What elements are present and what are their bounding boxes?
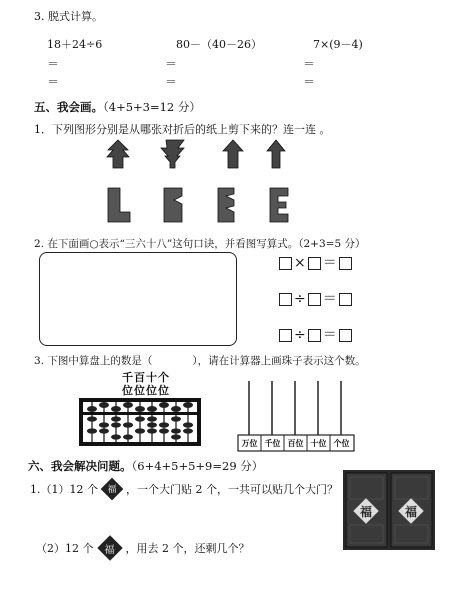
equation-row: [279, 293, 352, 306]
heading-points: （6+4+5+5+9=29 分）: [131, 459, 264, 473]
abacus: [78, 397, 202, 447]
answer-box[interactable]: [308, 257, 321, 270]
paper-shape: [108, 188, 130, 222]
question-text: 2. 在下面画○表示“三六十八”这句口诀，并看图写算式。（2+3=5 分）: [34, 238, 366, 250]
fu-char: 福: [104, 545, 115, 556]
abacus-bead: [99, 422, 109, 427]
answer-box[interactable]: [339, 329, 352, 342]
paper-shape: [164, 188, 182, 222]
equals-sign: ＝: [165, 75, 178, 89]
abacus-bead: [183, 422, 193, 427]
abacus-bead: [171, 428, 181, 433]
abacus-bead: [87, 428, 97, 433]
fu-char: 福: [404, 505, 417, 519]
abacus-place-labels: 千百十个: [122, 371, 170, 384]
equals-sign: ＝: [322, 291, 337, 307]
q2-part-a: （2）12 个: [36, 542, 94, 555]
counter-label: 千位: [264, 438, 281, 448]
section-heading: [34, 99, 201, 115]
fu-char: 福: [359, 505, 372, 519]
equation-row: [279, 329, 352, 342]
answer-box[interactable]: [339, 257, 352, 270]
abacus-bead: [147, 428, 157, 433]
equals-sign: ＝: [47, 75, 60, 89]
abacus-bead: [171, 406, 181, 412]
equals-sign: ＝: [303, 75, 316, 89]
abacus-bead: [123, 402, 133, 408]
expression-3: 7×(9－4): [313, 38, 363, 51]
equals-sign: ＝: [322, 255, 337, 271]
abacus-bead: [123, 422, 133, 427]
abacus-place-labels: 位位位位: [122, 384, 170, 397]
abacus-bead: [159, 422, 169, 427]
abacus-bead: [135, 406, 145, 412]
fu-diamond-icon: [97, 535, 123, 561]
question-text: [30, 478, 338, 500]
folded-papers: [106, 186, 296, 224]
q2-part-b: ，用去 2 个，还剩几个？: [125, 542, 250, 555]
abacus-bead: [123, 434, 133, 439]
expression-2: 80－（40－26）: [176, 38, 262, 51]
drawing-box[interactable]: [39, 252, 237, 346]
equals-sign: ＝: [165, 57, 178, 71]
abacus-bead: [111, 434, 121, 439]
answer-box[interactable]: [308, 329, 321, 342]
equals-sign: ＝: [47, 57, 60, 71]
equals-sign: ＝: [322, 327, 337, 343]
abacus-bead: [159, 428, 169, 433]
abacus-bead: [147, 416, 157, 421]
q3-part-a: 3. 下图中算盘上的数是（: [34, 355, 153, 367]
heading-text: 六、我会解决问题。: [28, 459, 132, 473]
operator: ÷: [294, 327, 306, 343]
counter-label: 万位: [241, 438, 258, 448]
abacus-bead: [183, 402, 193, 408]
expression-1: 18＋24÷6: [47, 38, 103, 51]
abacus-bead: [147, 406, 157, 412]
abacus-bead: [135, 428, 145, 433]
abacus-bead: [183, 428, 193, 433]
heading-points: （4+5+3=12 分）: [103, 100, 201, 114]
cut-shapes: [106, 138, 296, 170]
abacus-bead: [99, 402, 109, 408]
abacus-bead: [99, 428, 109, 433]
question-text: [34, 353, 366, 368]
answer-box[interactable]: [279, 293, 292, 306]
abacus-bead: [87, 406, 97, 412]
q3-part-b: ），请在计算器上画珠子表示这个数。: [192, 355, 366, 367]
answer-box[interactable]: [308, 293, 321, 306]
question-text: [36, 535, 250, 561]
operator: ÷: [294, 291, 306, 307]
question-text: 1．下列图形分别是从哪张对折后的纸上剪下来的？连一连 。: [34, 123, 331, 136]
abacus-bead: [171, 416, 181, 421]
answer-box[interactable]: [279, 329, 292, 342]
fu-char: 福: [107, 485, 117, 495]
abacus-bead: [171, 434, 181, 439]
tree-shape: [107, 140, 129, 168]
section-heading: [28, 458, 263, 474]
up-arrow-shape: [267, 140, 285, 168]
abacus-bead: [111, 416, 121, 421]
operator: ×: [294, 255, 306, 271]
equals-sign: ＝: [303, 57, 316, 71]
heading-text: 五、我会画。: [34, 100, 103, 114]
abacus-bead: [147, 422, 157, 427]
abacus-bead: [111, 406, 121, 412]
counter-label: 个位: [333, 438, 350, 448]
hourglass-tree-shape: [161, 140, 184, 168]
q1-part-a: 1.（1）12 个: [30, 483, 98, 496]
abacus-bead: [135, 416, 145, 421]
paper-shape: [270, 188, 288, 222]
q1-part-b: ，一个大门贴 2 个，一共可以贴几个大门？: [126, 483, 338, 496]
equation-row: [279, 257, 352, 270]
arrow-tree-shape: [223, 140, 243, 168]
paper-shape: [218, 188, 234, 222]
abacus-bead: [159, 402, 169, 408]
abacus-bead: [111, 422, 121, 427]
fu-diamond-icon: [101, 478, 123, 500]
answer-box[interactable]: [339, 293, 352, 306]
counter-label: 百位: [287, 438, 304, 448]
answer-box[interactable]: [279, 257, 292, 270]
abacus-bead: [87, 416, 97, 421]
counter-label: 十位: [310, 438, 327, 448]
question-title: 3. 脱式计算。: [34, 10, 103, 23]
